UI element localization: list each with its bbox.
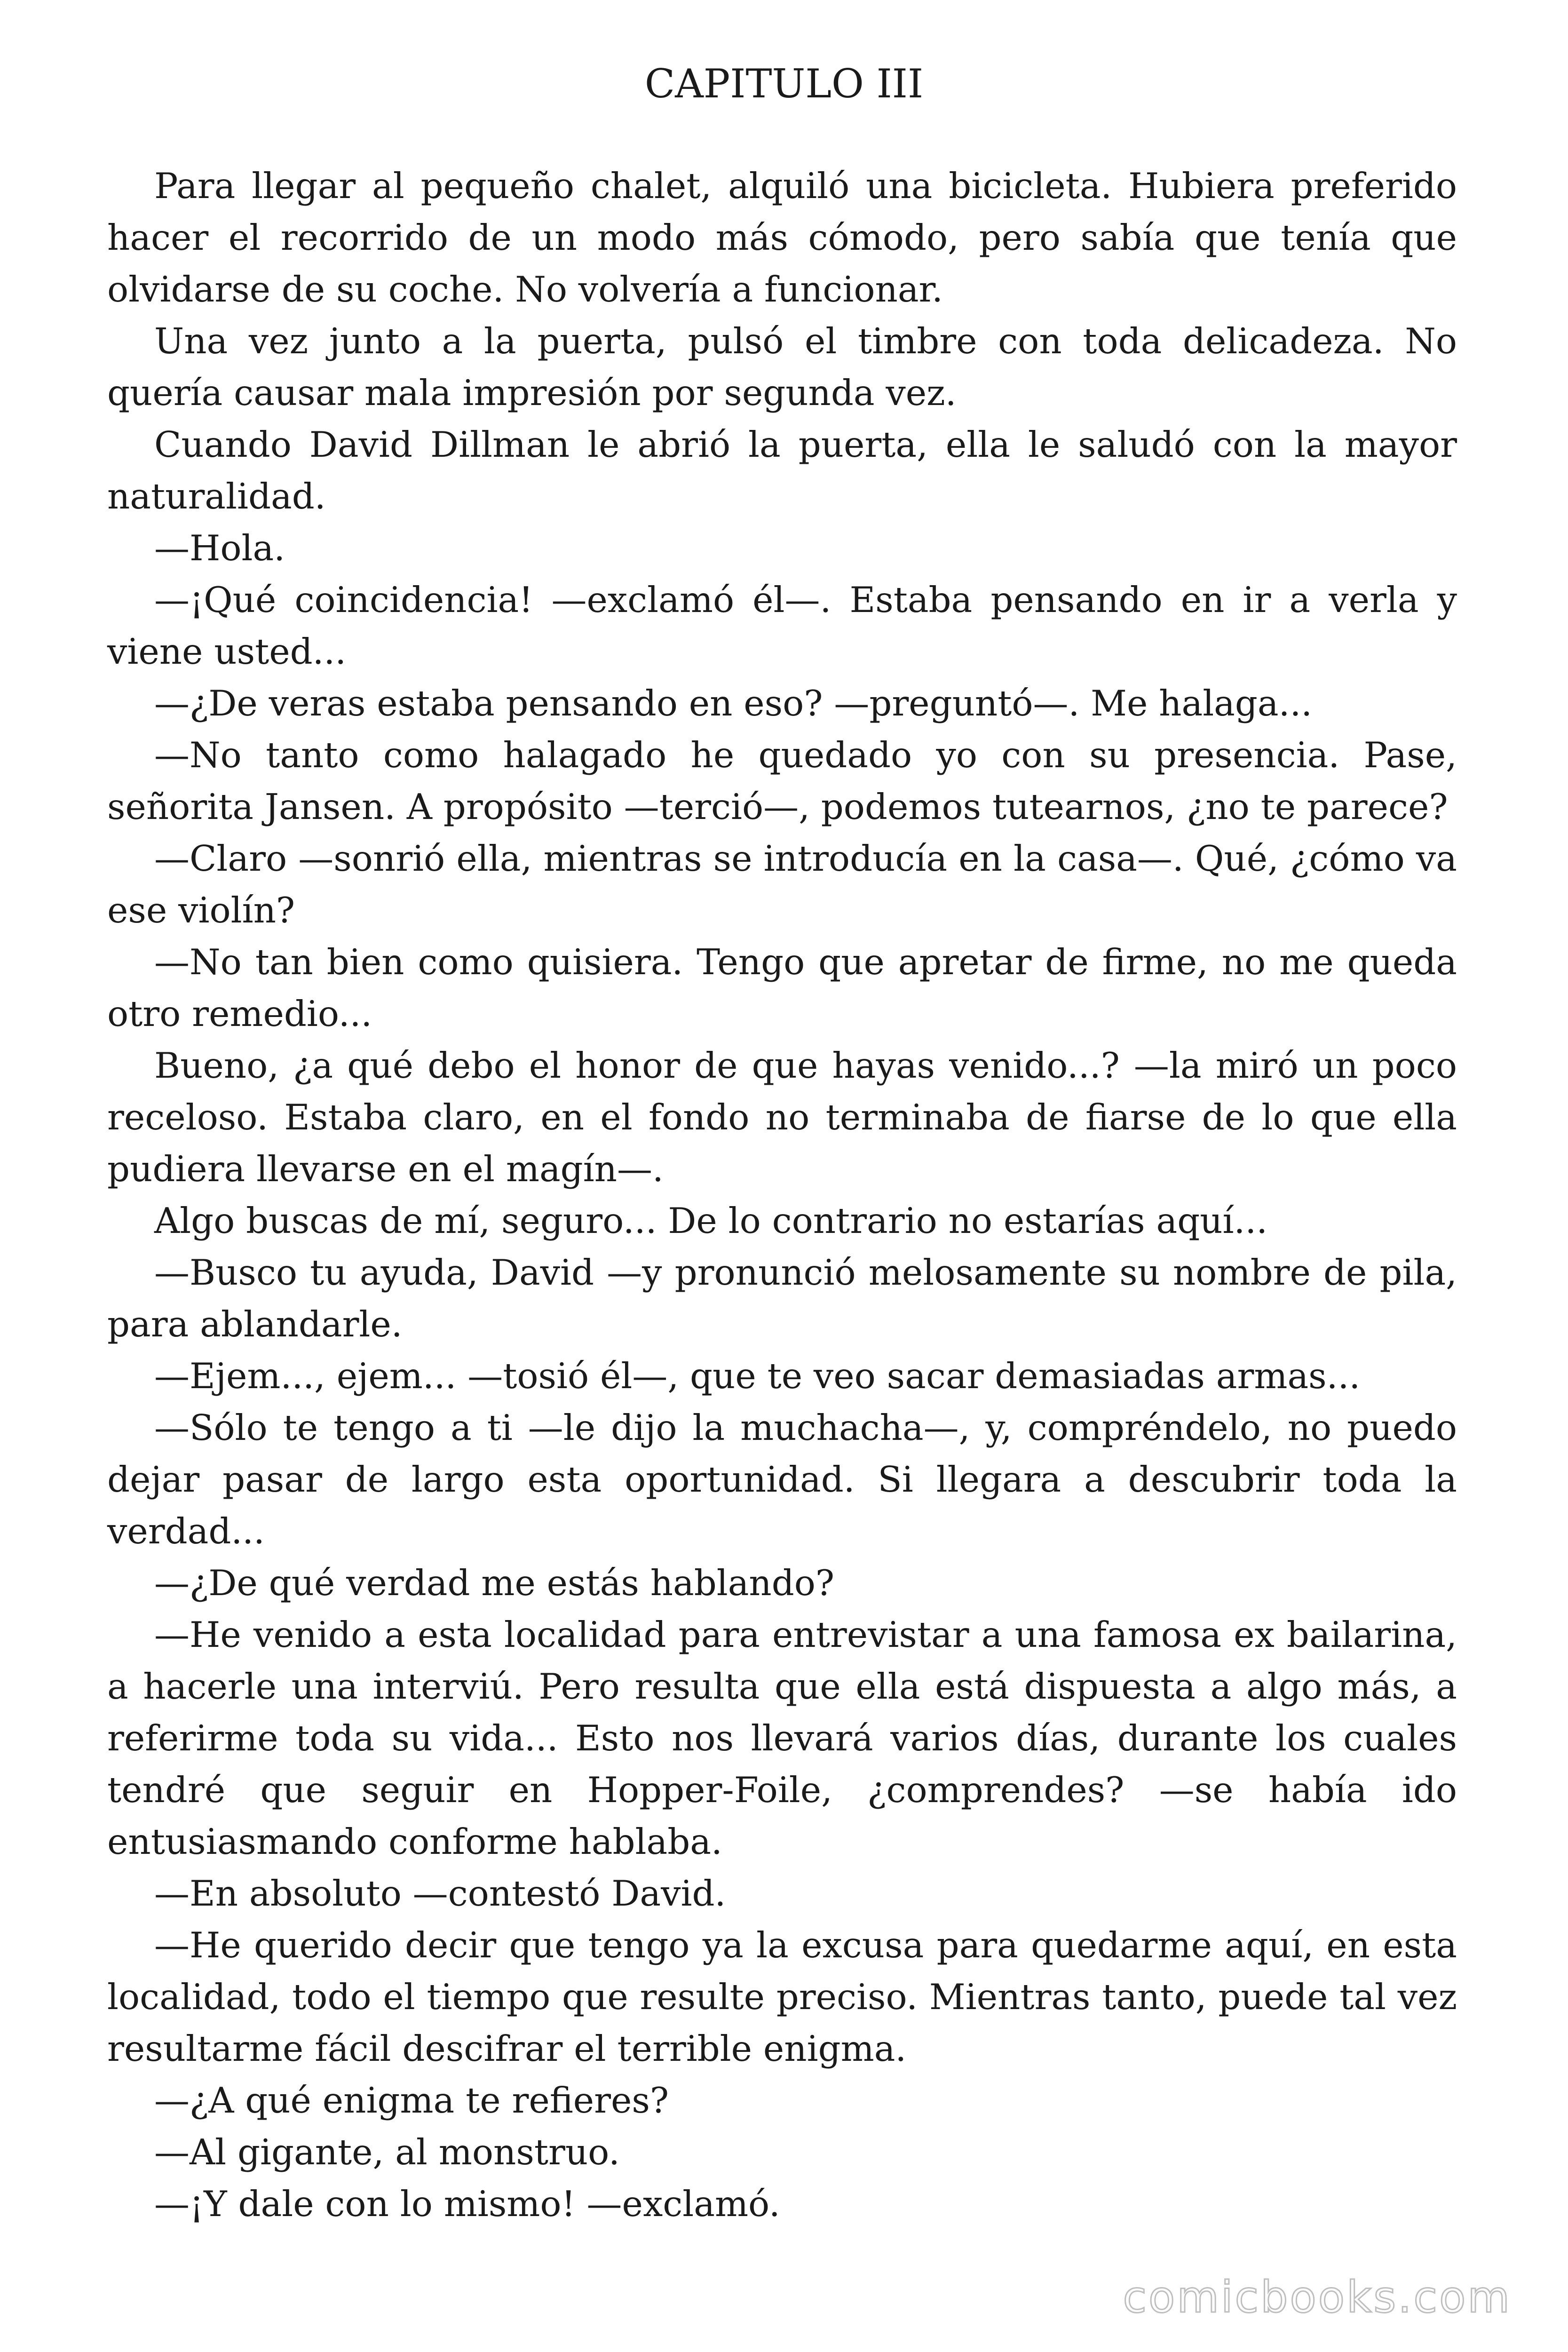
chapter-title: CAPITULO III [644,61,924,107]
paragraph: Para llegar al pequeño chalet, alquiló una bicicleta. Hubiera preferido hacer el recorrido de un modo más cómodo, pero sabía que tenía que olvidarse de su coche. No volvería a funcionar. [107,165,1457,310]
paragraph: Cuando David Dillman le abrió la puerta, ella le saludó con la mayor naturalidad. [107,424,1457,517]
watermark: comicbooks.com [1123,2272,1512,2322]
paragraph: —En absoluto —contestó David. [154,1873,726,1914]
paragraph: —Hola. [154,527,285,569]
paragraph: —¡Y dale con lo mismo! —exclamó. [154,2183,780,2225]
paragraph: —¿De veras estaba pensando en eso? —preguntó—. Me halaga... [154,683,1313,724]
paragraph: Bueno, ¿a qué debo el honor de que hayas venido...? —la miró un poco receloso. Estaba claro, en el fondo no terminaba de fiarse de lo que ella pudiera llevarse en el magín—. [107,1045,1457,1190]
paragraph: —Sólo te tengo a ti —le dijo la muchacha—, y, compréndelo, no puedo dejar pasar de largo esta oportunidad. Si llegara a descubrir toda la verdad... [107,1407,1457,1552]
paragraph: Una vez junto a la puerta, pulsó el timbre con toda delicadeza. No quería causar mala impresión por segunda vez. [107,320,1457,413]
paragraph: —¡Qué coincidencia! —exclamó él—. Estaba pensando en ir a verla y viene usted... [107,579,1457,672]
paragraph: —¿A qué enigma te refieres? [154,2080,669,2121]
paragraph: —¿De qué verdad me estás hablando? [154,1562,835,1604]
paragraph: —No tan bien como quisiera. Tengo que apretar de firme, no me queda otro remedio... [107,941,1457,1034]
paragraph: —No tanto como halagado he quedado yo con su presencia. Pase, señorita Jansen. A propósito —terció—, podemos tutearnos, ¿no te parece? [107,734,1457,827]
paragraph: —Ejem..., ejem... —tosió él—, que te veo sacar demasiadas armas... [154,1355,1361,1397]
paragraph: —Busco tu ayuda, David —y pronunció melosamente su nombre de pila, para ablandarle. [107,1252,1457,1345]
chapter-body [107,160,1457,2230]
paragraph: —He venido a esta localidad para entrevistar a una famosa ex bailarina, a hacerle una interviú. Pero resulta que ella está dispuesta a algo más, a referirme toda su vida... Esto nos llevará varios días, durante los cuales tendré que seguir en Hopper-Foile, ¿comprendes? —se había ido entusiasmando conforme hablaba. [107,1614,1457,1862]
paragraph: —He querido decir que tengo ya la excusa para quedarme aquí, en esta localidad, todo el tiempo que resulte preciso. Mientras tanto, puede tal vez resultarme fácil descifrar el terrible enigma. [107,1924,1457,2069]
paragraph: —Claro —sonrió ella, mientras se introducía en la casa—. Qué, ¿cómo va ese violín? [107,838,1457,931]
paragraph: Algo buscas de mí, seguro... De lo contrario no estarías aquí... [154,1200,1268,1241]
paragraph: —Al gigante, al monstruo. [154,2131,620,2173]
